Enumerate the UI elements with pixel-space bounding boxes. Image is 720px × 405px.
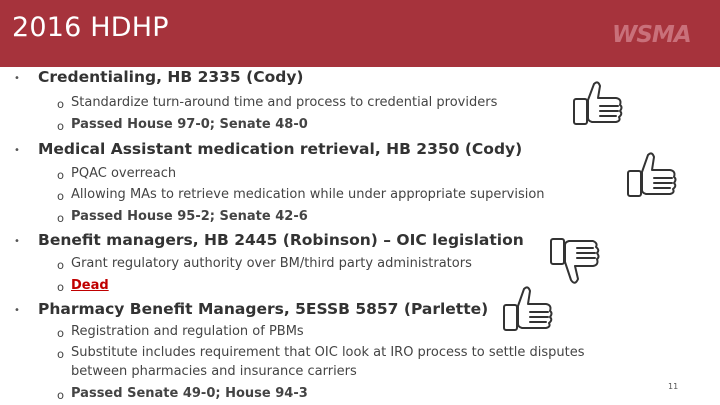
sub-item: Passed House 97-0; Senate 48-0	[71, 117, 308, 132]
sub-item: Registration and regulation of PBMs	[71, 324, 304, 339]
title-bar	[0, 0, 720, 67]
bullet-marker: •	[14, 145, 20, 156]
sub-item: Standardize turn-around time and process to credential providers	[71, 95, 498, 110]
sub-marker: o	[57, 168, 65, 182]
sub-item: Grant regulatory authority over BM/third party administrators	[71, 256, 472, 271]
wsma-logo: WSMA	[612, 22, 691, 48]
bullet-marker: •	[14, 236, 20, 247]
sub-item: Allowing MAs to retrieve medication while under appropriate supervision	[71, 187, 545, 202]
sub-marker: o	[57, 189, 65, 203]
item-heading-benefit-managers: Benefit managers, HB 2445 (Robinson) – OIC legislation	[38, 231, 524, 249]
thumbs-up-icon	[568, 78, 626, 132]
item-heading-pbm: Pharmacy Benefit Managers, 5ESSB 5857 (Parlette)	[38, 300, 489, 318]
sub-marker: o	[57, 119, 65, 133]
sub-marker: o	[57, 326, 65, 340]
sub-marker: o	[57, 211, 65, 225]
thumbs-down-icon	[545, 228, 603, 290]
item-heading-ma-retrieval: Medical Assistant medication retrieval, HB 2350 (Cody)	[38, 140, 523, 158]
sub-item: Substitute includes requirement that OIC look at IRO process to settle disputes	[71, 345, 585, 360]
sub-marker: o	[57, 280, 65, 294]
sub-item-continued: between pharmacies and insurance carriers	[71, 364, 357, 379]
item-heading-credentialing: Credentialing, HB 2335 (Cody)	[38, 68, 304, 86]
sub-item: Passed Senate 49-0; House 94-3	[71, 386, 308, 401]
page-number: 11	[668, 382, 679, 391]
status-dead: Dead	[71, 278, 109, 293]
slide-title: 2016 HDHP	[12, 12, 169, 43]
thumbs-up-icon	[498, 282, 556, 338]
sub-marker: o	[57, 258, 65, 272]
sub-item: Passed House 95-2; Senate 42-6	[71, 209, 308, 224]
sub-marker: o	[57, 347, 65, 361]
sub-marker: o	[57, 388, 65, 402]
sub-item: PQAC overreach	[71, 166, 177, 181]
sub-marker: o	[57, 97, 65, 111]
thumbs-up-icon	[622, 148, 680, 204]
bullet-marker: •	[14, 73, 20, 84]
bullet-marker: •	[14, 305, 20, 316]
